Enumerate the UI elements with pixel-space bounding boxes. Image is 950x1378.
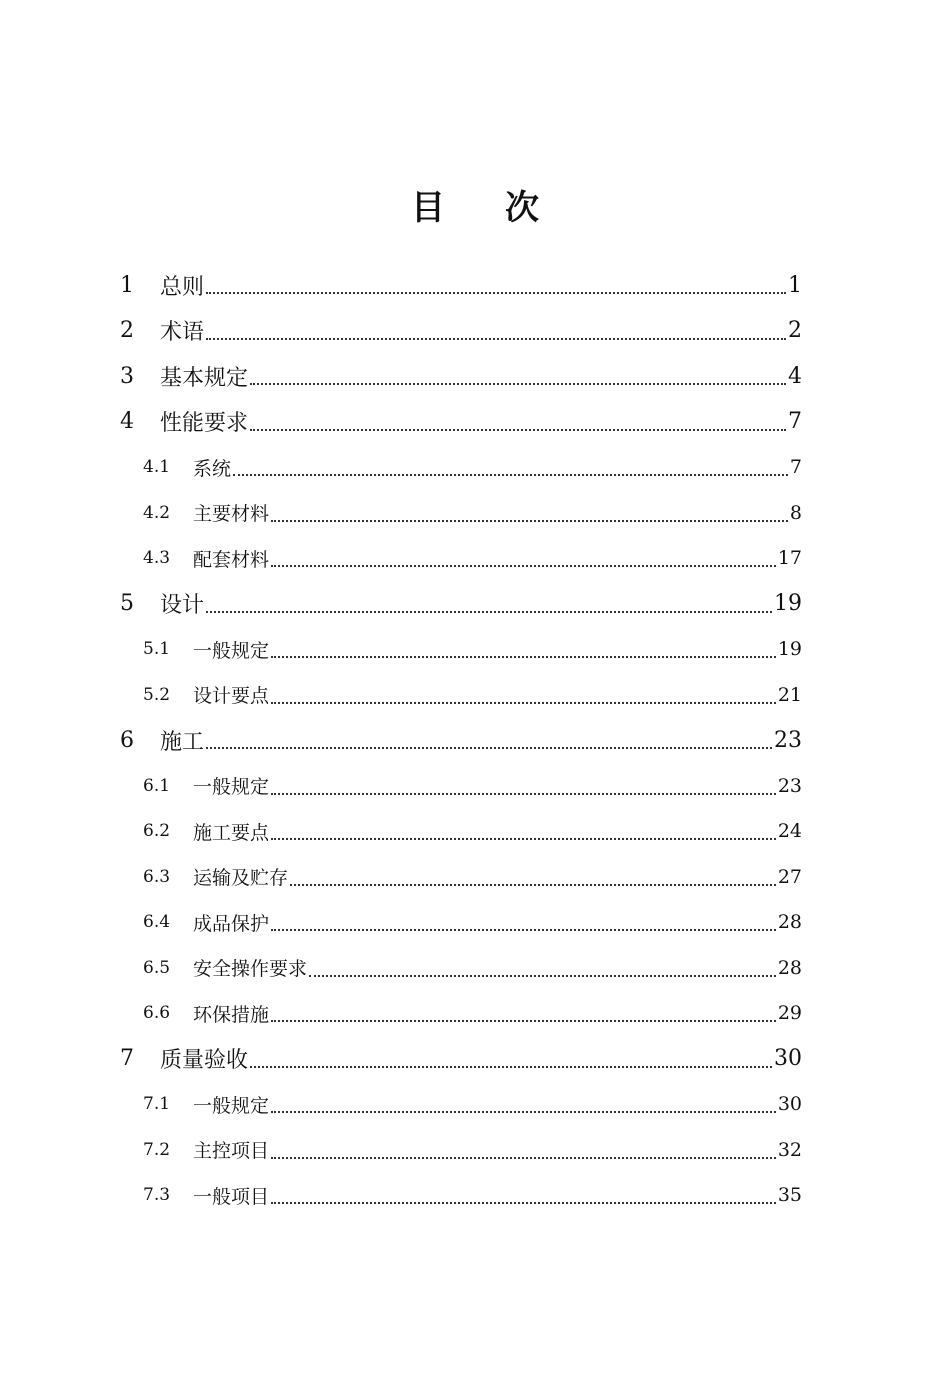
toc-entry[interactable] bbox=[120, 582, 802, 626]
toc-entry-page-number: 27 bbox=[777, 865, 802, 888]
dot-leader bbox=[271, 1103, 776, 1113]
dot-leader bbox=[309, 967, 776, 977]
toc-entry[interactable] bbox=[143, 900, 802, 944]
toc-entry-page-number: 29 bbox=[777, 1002, 802, 1024]
toc-entry-number: 5.2 bbox=[143, 684, 171, 705]
toc-entry-title: 总则 bbox=[160, 274, 205, 300]
toc-entry[interactable] bbox=[143, 536, 802, 580]
toc-entry-page-number: 1 bbox=[788, 272, 802, 298]
toc-entry-page-number: 7 bbox=[789, 456, 802, 478]
toc-entry-page-number: 28 bbox=[777, 911, 802, 933]
toc-entry-number: 7.2 bbox=[143, 1139, 171, 1160]
toc-entry-title: 施工 bbox=[160, 729, 205, 755]
toc-entry-page-number: 23 bbox=[774, 727, 802, 753]
toc-entry-number: 7 bbox=[120, 1046, 134, 1071]
toc-entry-number: 5.1 bbox=[143, 639, 171, 659]
toc-entry-title: 运输及贮存 bbox=[193, 867, 289, 889]
dot-leader bbox=[250, 421, 786, 431]
toc-entry[interactable] bbox=[143, 1128, 802, 1172]
dot-leader bbox=[206, 603, 772, 613]
dot-leader bbox=[233, 466, 788, 476]
toc-entry-title: 设计要点 bbox=[193, 685, 270, 707]
toc-entry-title: 一般项目 bbox=[193, 1185, 270, 1208]
toc-entry-number: 4.1 bbox=[143, 457, 171, 477]
dot-leader bbox=[271, 1149, 776, 1159]
toc-entry-page-number: 2 bbox=[788, 318, 802, 343]
dot-leader bbox=[250, 375, 786, 385]
toc-entry-title: 质量验收 bbox=[160, 1048, 249, 1073]
toc-entry-title: 安全操作要求 bbox=[193, 958, 308, 980]
toc-entry-title: 配套材料 bbox=[193, 548, 270, 571]
toc-entry-number: 2 bbox=[120, 318, 134, 343]
toc-entry-page-number: 19 bbox=[777, 638, 802, 660]
dot-leader bbox=[271, 921, 776, 931]
toc-entry-page-number: 24 bbox=[777, 820, 802, 842]
toc-entry-title: 系统 bbox=[193, 457, 232, 480]
toc-entry[interactable] bbox=[143, 445, 802, 489]
toc-entry-page-number: 19 bbox=[774, 591, 802, 616]
toc-entry-page-number: 17 bbox=[777, 547, 802, 569]
dot-leader bbox=[206, 284, 786, 294]
dot-leader bbox=[271, 557, 776, 567]
toc-entry[interactable] bbox=[143, 809, 802, 853]
toc-entry-page-number: 30 bbox=[774, 1046, 802, 1071]
toc-entry-number: 6.6 bbox=[143, 1003, 171, 1023]
toc-entry-number: 7.3 bbox=[143, 1185, 171, 1205]
page-title bbox=[0, 180, 950, 229]
toc-entry[interactable] bbox=[120, 400, 802, 444]
toc-entry-page-number: 35 bbox=[777, 1184, 802, 1206]
toc-entry-title: 环保措施 bbox=[193, 1003, 270, 1026]
toc-entry-number: 6 bbox=[120, 727, 134, 753]
toc-entry-number: 1 bbox=[120, 272, 134, 298]
dot-leader bbox=[206, 739, 772, 749]
dot-leader bbox=[271, 1194, 776, 1204]
toc-entry-number: 4 bbox=[120, 409, 134, 434]
toc-entry-number: 6.5 bbox=[143, 957, 171, 978]
toc-entry-number: 6.2 bbox=[143, 821, 171, 841]
dot-leader bbox=[290, 876, 776, 886]
toc-entry[interactable] bbox=[120, 354, 802, 398]
toc-entry-number: 6.3 bbox=[143, 866, 171, 887]
toc-entry-number: 4.2 bbox=[143, 502, 171, 523]
toc-entry-page-number: 8 bbox=[789, 501, 802, 524]
toc-entry[interactable] bbox=[143, 855, 802, 899]
toc-entry-title: 一般规定 bbox=[193, 776, 270, 798]
toc-entry-title: 主控项目 bbox=[193, 1140, 270, 1162]
toc-entry-title: 基本规定 bbox=[160, 365, 249, 391]
toc-entry[interactable] bbox=[143, 1173, 802, 1217]
toc-entry-title: 设计 bbox=[160, 593, 205, 618]
dot-leader bbox=[271, 830, 776, 840]
toc-entry-number: 5 bbox=[120, 591, 134, 616]
toc-entry-title: 成品保护 bbox=[193, 912, 270, 935]
toc-entry-title: 术语 bbox=[160, 320, 205, 345]
toc-entry-page-number: 23 bbox=[777, 774, 802, 797]
toc-entry[interactable] bbox=[120, 309, 802, 353]
toc-entry-number: 3 bbox=[120, 363, 134, 389]
toc-entry-title: 一般规定 bbox=[193, 639, 270, 662]
toc-entry-page-number: 32 bbox=[777, 1138, 802, 1161]
toc-entry[interactable] bbox=[143, 991, 802, 1035]
toc-entry-title: 施工要点 bbox=[193, 821, 270, 844]
toc-entry[interactable] bbox=[143, 1082, 802, 1126]
toc-entry-number: 6.1 bbox=[143, 775, 171, 796]
toc-entry-title: 性能要求 bbox=[160, 411, 249, 436]
toc-entry-title: 一般规定 bbox=[193, 1094, 270, 1117]
dot-leader bbox=[271, 694, 776, 704]
toc-entry-page-number: 30 bbox=[777, 1093, 802, 1115]
toc-entry[interactable] bbox=[143, 764, 802, 808]
dot-leader bbox=[206, 330, 786, 340]
toc-entry[interactable] bbox=[143, 491, 802, 535]
dot-leader bbox=[271, 512, 788, 522]
toc-entry[interactable] bbox=[143, 946, 802, 990]
toc-entry[interactable] bbox=[120, 263, 802, 307]
title-char-1: 目 bbox=[411, 188, 445, 228]
toc-entry-page-number: 28 bbox=[777, 956, 802, 979]
dot-leader bbox=[271, 648, 776, 658]
toc-entry-page-number: 7 bbox=[788, 409, 802, 434]
toc-entry[interactable] bbox=[120, 1037, 802, 1081]
title-char-2: 次 bbox=[505, 188, 539, 228]
toc-entry-number: 7.1 bbox=[143, 1094, 171, 1114]
dot-leader bbox=[250, 1058, 772, 1068]
toc-entry[interactable] bbox=[143, 627, 802, 671]
toc-entry[interactable] bbox=[120, 718, 802, 762]
toc-entry-page-number: 21 bbox=[777, 683, 802, 706]
toc-entry[interactable] bbox=[143, 673, 802, 717]
toc-entry-page-number: 4 bbox=[788, 363, 802, 389]
dot-leader bbox=[271, 1012, 776, 1022]
toc-entry-number: 6.4 bbox=[143, 912, 171, 932]
toc-entry-number: 4.3 bbox=[143, 548, 171, 568]
toc-entry-title: 主要材料 bbox=[193, 503, 270, 525]
dot-leader bbox=[271, 785, 776, 795]
